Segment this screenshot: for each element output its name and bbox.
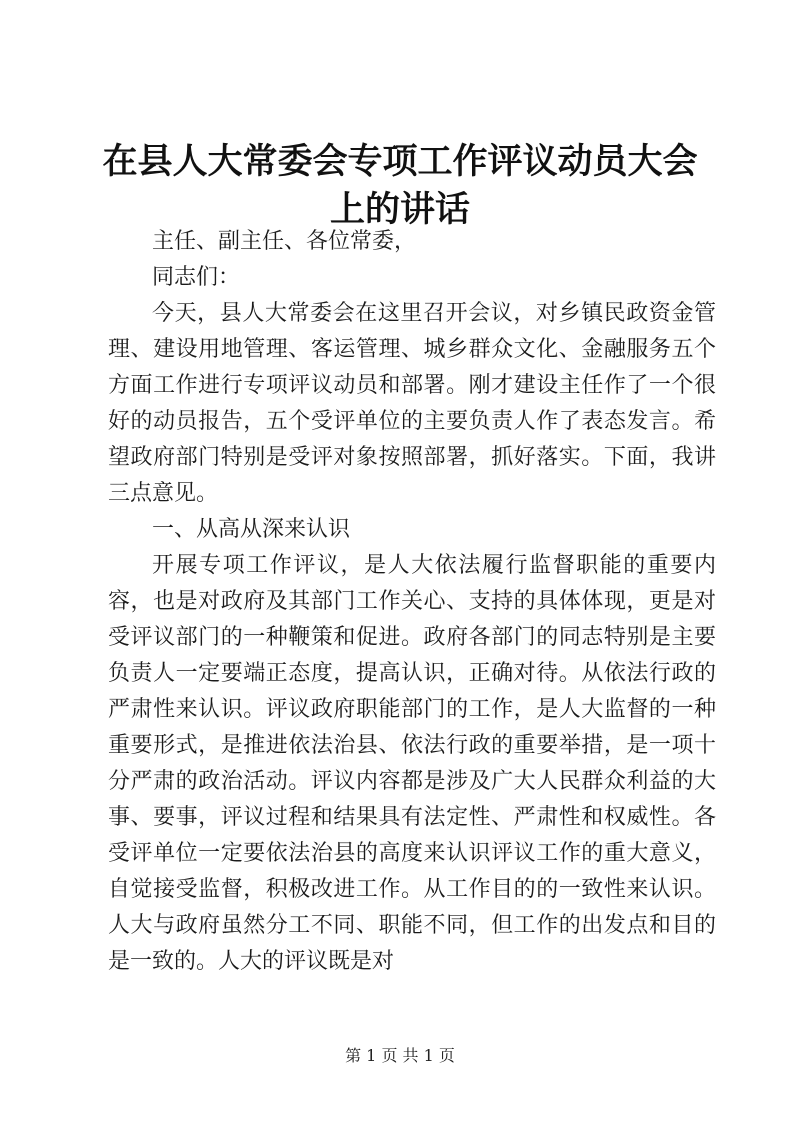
page-footer: 第 1 页 共 1 页 xyxy=(345,1046,455,1065)
document-title: 在县人大常委会专项工作评议动员大会上的讲话 xyxy=(102,141,698,230)
paragraph-section-1: 开展专项工作评议，是人大依法履行监督职能的重要内容，也是对政府及其部门工作关心、支持的具体体现，更是对受评议部门的一种鞭策和促进。政府各部门的同志特别是主要负责人一定要端正态度，提高认识，正确对待。从依法行政的严肃性来认识。评议政府职能部门的工作，是人大监督的一种重要形式，是推进依法治县、依法行政的重要举措，是一项十分严肃的政治活动。评议内容都是涉及广大人民群众利益的大事、要事，评议过程和结果具有法定性、严肃性和权威性。各受评单位一定要依法治县的高度来认识评议工作的重大意义，自觉接受监督，积极改进工作。从工作目的的一致性来认识。人大与政府虽然分工不同、职能不同，但工作的出发点和目的是一致的。人大的评议既是对 xyxy=(108,553,716,974)
paragraph-opening: 今天，县人大常委会在这里召开会议，对乡镇民政资金管理、建设用地管理、客运管理、城乡群众文化、金融服务五个方面工作进行专项评议动员和部署。刚才建设主任作了一个很好的动员报告，五个受评单位的主要负责人作了表态发言。希望政府部门特别是受评对象按照部署，抓好落实。下面，我讲三点意见。 xyxy=(108,301,716,506)
salutation-comrades: 同志们： xyxy=(152,265,241,290)
salutation-leaders: 主任、副主任、各位常委， xyxy=(152,229,417,254)
document-body xyxy=(108,224,716,980)
section-heading-1: 一、从高从深来认识 xyxy=(152,517,351,542)
